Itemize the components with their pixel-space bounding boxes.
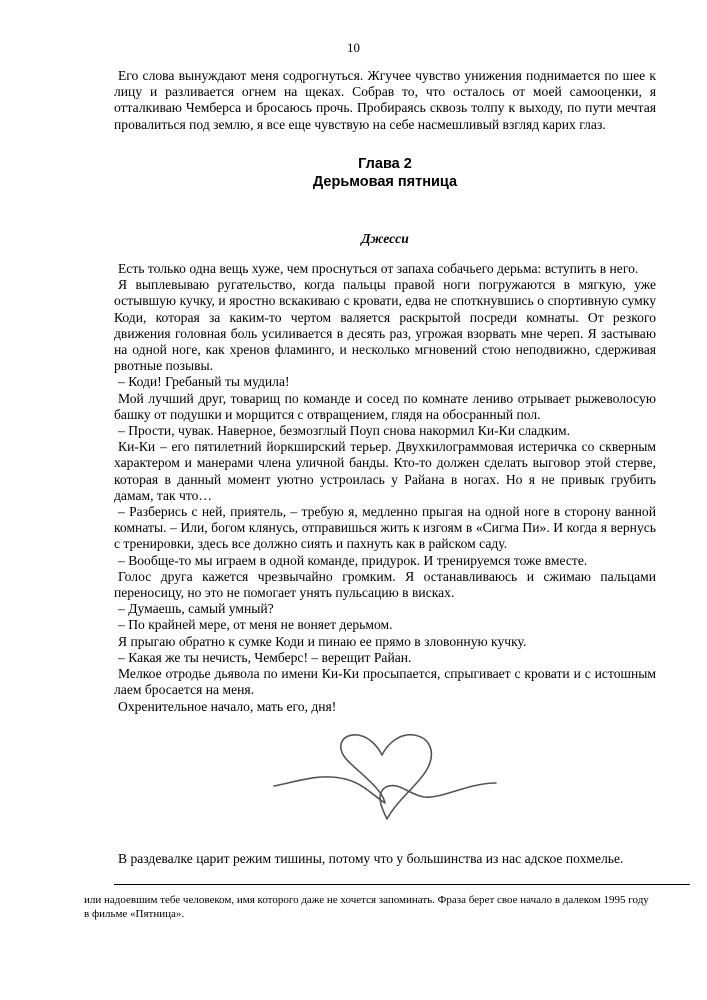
page-number: 10	[347, 40, 360, 55]
intro-paragraph: Его слова вынуждают меня содрогнуться. Жгучее чувство унижения поднимается по шее к лицу и разливается огнем на щеках. Собрав то, что осталось от моей самооценки, я отталкиваю Чемберса и бросаюсь прочь. Пробираясь сквозь толпу к выходу, по пути мечтая провалиться под землю, я все еще чувствую на себе насмешливый взгляд карих глаз.	[114, 68, 656, 132]
chapter-title: Дерьмовая пятница	[312, 173, 458, 190]
heart-icon	[270, 731, 500, 827]
paragraph: – Разберись с ней, приятель, – требую я, медленно прыгая на одной ноге в сторону ванной комнаты. – Или, богом клянусь, отправишься жить к изгоям в «Сигма Пи». И когда я вернусь с тренировки, здесь все должно сиять и пахнуть как в райском саду.	[114, 504, 656, 552]
paragraph: Охренительное начало, мать его, дня!	[118, 698, 337, 714]
after-divider-paragraph: В раздевалке царит режим тишины, потому что у большинства из нас адское похмелье.	[118, 850, 624, 866]
paragraph: – Коди! Гребаный ты мудила!	[118, 374, 290, 390]
paragraph: Мелкое отродье дьявола по имени Ки-Ки просыпается, спрыгивает с кровати и с истошным лаем бросается на меня.	[114, 666, 656, 698]
page-body	[114, 68, 656, 867]
paragraph: Я выплевываю ругательство, когда пальцы правой ноги погружаются в мягкую, уже остывшую кучку, и яростно вскакиваю с кровати, едва не споткнувшись о спортивную сумку Коди, которая за каким-то чертом валяется раскрытой посреди комнаты. От резкого движения головная боль усиливается в десять раз, угрожая взорвать мне череп. Я застываю на одной ноге, как хренов фламинго, и несколько мгновений стою неподвижно, сдерживая рвотные позывы.	[114, 277, 656, 374]
pov-heading: Джесси	[361, 230, 409, 246]
paragraph: – Вообще-то мы играем в одной команде, придурок. И тренируемся тоже вместе.	[118, 552, 588, 568]
footnote: или надоевшим тебе человеком, имя которого даже не хочется запоминать. Фраза берет свое начало в далеком 1995 году в фильме «Пятница».	[84, 894, 649, 920]
paragraph: – По крайней мере, от меня не воняет дерьмом.	[118, 617, 393, 633]
paragraph: Ки-Ки – его пятилетний йоркширский терьер. Двухкилограммовая истеричка со скверным характером и манерами члена уличной банды. Кто-то должен сделать выговор этой стерве, которая в данный момент уютно устроилась у Райана в ногах. Но я не привык грубить дамам, так что…	[114, 439, 656, 503]
paragraph: Я прыгаю обратно к сумке Коди и пинаю ее прямо в зловонную кучку.	[118, 633, 527, 649]
paragraph: Голос друга кажется чрезвычайно громким. Я останавливаюсь и сжимаю пальцами переносицу, но это не помогает унять пульсацию в висках.	[114, 568, 656, 601]
paragraph: – Думаешь, самый умный?	[118, 601, 274, 617]
paragraph: Мой лучший друг, товарищ по команде и сосед по комнате лениво отрывает рыжеволосую башку от подушки и морщится с отвращением, глядя на обосранный пол.	[114, 390, 656, 422]
chapter-number: Глава 2	[358, 155, 412, 172]
paragraph: – Какая же ты нечисть, Чемберс! – верещит Райан.	[118, 649, 412, 665]
footnote-divider	[114, 884, 690, 885]
heart-divider	[114, 731, 656, 827]
paragraph: – Прости, чувак. Наверное, безмозглый Поуп снова накормил Ки-Ки сладким.	[118, 423, 571, 439]
paragraph: Есть только одна вещь хуже, чем проснуться от запаха собачьего дерьма: вступить в него.	[118, 261, 639, 277]
